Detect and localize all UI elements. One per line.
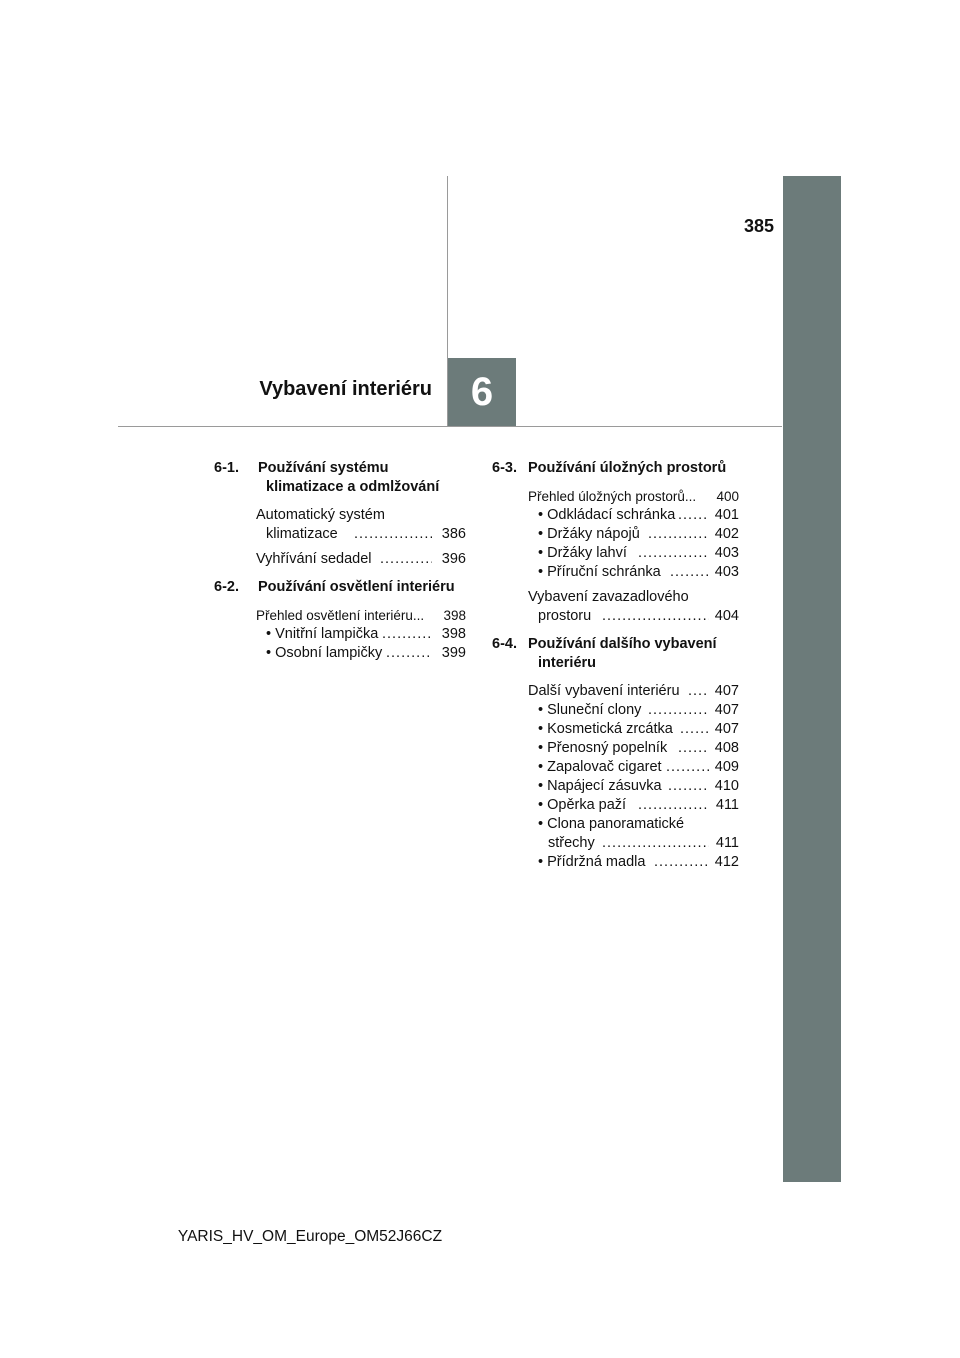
section-title: Používání úložných prostorů [528, 460, 727, 476]
dot-leader [654, 853, 709, 872]
toc-bullet-label: střechy [548, 835, 595, 851]
toc-entry-label: Vybavení zavazadlového [528, 589, 689, 605]
toc-entry[interactable] [492, 525, 739, 544]
side-tab-bar [783, 176, 841, 1182]
dot-leader [602, 834, 709, 853]
toc-entry-label: Přehled osvětlení interiéru... [256, 608, 425, 623]
toc-entry[interactable] [492, 682, 739, 701]
toc-entry[interactable] [492, 588, 739, 607]
dot-leader [638, 796, 709, 815]
toc-bullet-label: • Odkládací schránka [538, 507, 676, 523]
toc-right-column [492, 459, 739, 872]
toc-left-column [214, 459, 466, 663]
toc-page: 411 [715, 835, 739, 851]
toc-entry-label: Další vybavení interiéru [528, 683, 680, 699]
dot-leader [678, 506, 709, 525]
toc-section-heading [214, 578, 466, 597]
chapter-number-box: 6 [448, 358, 516, 426]
dot-leader [382, 625, 432, 644]
toc-entry[interactable] [492, 506, 739, 525]
toc-entry[interactable] [214, 506, 466, 525]
toc-bullet-label: • Příruční schránka [538, 564, 661, 580]
toc-section-heading [492, 459, 739, 478]
section-title-continued: interiéru [538, 655, 597, 671]
toc-entry[interactable] [492, 720, 739, 739]
toc-bullet-label: • Přídržná madla [538, 854, 646, 870]
toc-entry-label: Vyhřívání sedadel [256, 551, 372, 567]
header-rule [118, 426, 782, 427]
document-code: YARIS_HV_OM_Europe_OM52J66CZ [177, 1228, 443, 1245]
toc-bullet-label: • Sluneční clony [538, 702, 642, 718]
toc-page: 400 [716, 489, 739, 504]
dot-leader [688, 682, 709, 701]
dot-leader [354, 525, 432, 544]
toc-page: 403 [714, 564, 739, 580]
toc-page: 411 [715, 797, 739, 813]
dot-leader [602, 607, 709, 626]
toc-page: 398 [443, 608, 466, 623]
toc-entry[interactable] [214, 606, 466, 625]
toc-bullet-label: • Kosmetická zrcátka [538, 721, 673, 737]
toc-page: 407 [714, 702, 739, 718]
dot-leader [648, 701, 709, 720]
toc-entry[interactable] [492, 796, 739, 815]
toc-page: 407 [714, 721, 739, 737]
toc-entry-label: Přehled úložných prostorů... [528, 489, 697, 504]
toc-entry[interactable] [214, 550, 466, 569]
chapter-title: Vybavení interiéru [259, 378, 432, 400]
toc-bullet-label: • Napájecí zásuvka [538, 778, 662, 794]
toc-page: 404 [714, 608, 739, 624]
dot-leader [668, 777, 709, 796]
toc-page: 398 [441, 626, 466, 642]
toc-entry[interactable] [492, 607, 739, 626]
toc-bullet-label: • Vnitřní lampička [266, 626, 379, 642]
toc-page: 401 [714, 507, 739, 523]
toc-page: 396 [441, 551, 466, 567]
dot-leader [680, 720, 709, 739]
toc-entry[interactable] [492, 834, 739, 853]
toc-entry[interactable] [214, 625, 466, 644]
toc-entry[interactable] [492, 563, 739, 582]
toc-entry[interactable] [492, 487, 739, 506]
toc-bullet-label: • Přenosný popelník [538, 740, 668, 756]
toc-page: 403 [714, 545, 739, 561]
toc-page: 407 [714, 683, 739, 699]
dot-leader [386, 644, 432, 663]
toc-entry[interactable] [492, 701, 739, 720]
page-number: 385 [743, 216, 774, 236]
dot-leader [666, 758, 709, 777]
dot-leader [678, 739, 709, 758]
section-number: 6-1. [214, 460, 239, 476]
section-title: Používání dalšího vybavení [528, 636, 717, 652]
toc-entry[interactable] [492, 853, 739, 872]
toc-page: 399 [441, 645, 466, 661]
toc-entry[interactable] [214, 525, 466, 544]
toc-section-heading [492, 635, 739, 654]
toc-entry[interactable] [492, 758, 739, 777]
section-title: Používání osvětlení interiéru [258, 579, 455, 595]
toc-page: 386 [441, 526, 466, 542]
toc-bullet-label: • Držáky lahví [538, 545, 627, 561]
toc-entry-label: klimatizace [266, 526, 338, 542]
dot-leader [648, 525, 709, 544]
toc-entry[interactable] [492, 544, 739, 563]
section-title-continued: klimatizace a odmlžování [266, 479, 440, 495]
section-title: Používání systému [258, 460, 389, 476]
dot-leader [380, 550, 432, 569]
toc-entry[interactable] [214, 644, 466, 663]
dot-leader [638, 544, 709, 563]
toc-entry[interactable] [492, 815, 739, 834]
toc-entry[interactable] [492, 739, 739, 758]
toc-entry-label: Automatický systém [256, 507, 385, 523]
toc-page: 402 [714, 526, 739, 542]
dot-leader [670, 563, 709, 582]
toc-page: 408 [714, 740, 739, 756]
toc-bullet-label: • Clona panoramatické [538, 816, 685, 832]
section-number: 6-3. [492, 460, 517, 476]
toc-page: 412 [714, 854, 739, 870]
section-number: 6-2. [214, 579, 239, 595]
toc-bullet-label: • Zapalovač cigaret [538, 759, 662, 775]
toc-page: 409 [714, 759, 739, 775]
toc-entry[interactable] [492, 777, 739, 796]
toc-bullet-label: • Držáky nápojů [538, 526, 640, 542]
toc-page: 410 [714, 778, 739, 794]
section-number: 6-4. [492, 636, 517, 652]
toc-entry-label: prostoru [538, 608, 592, 624]
toc-bullet-label: • Osobní lampičky [266, 645, 383, 661]
toc-section-heading [214, 459, 466, 478]
toc-bullet-label: • Opěrka paží [538, 797, 627, 813]
